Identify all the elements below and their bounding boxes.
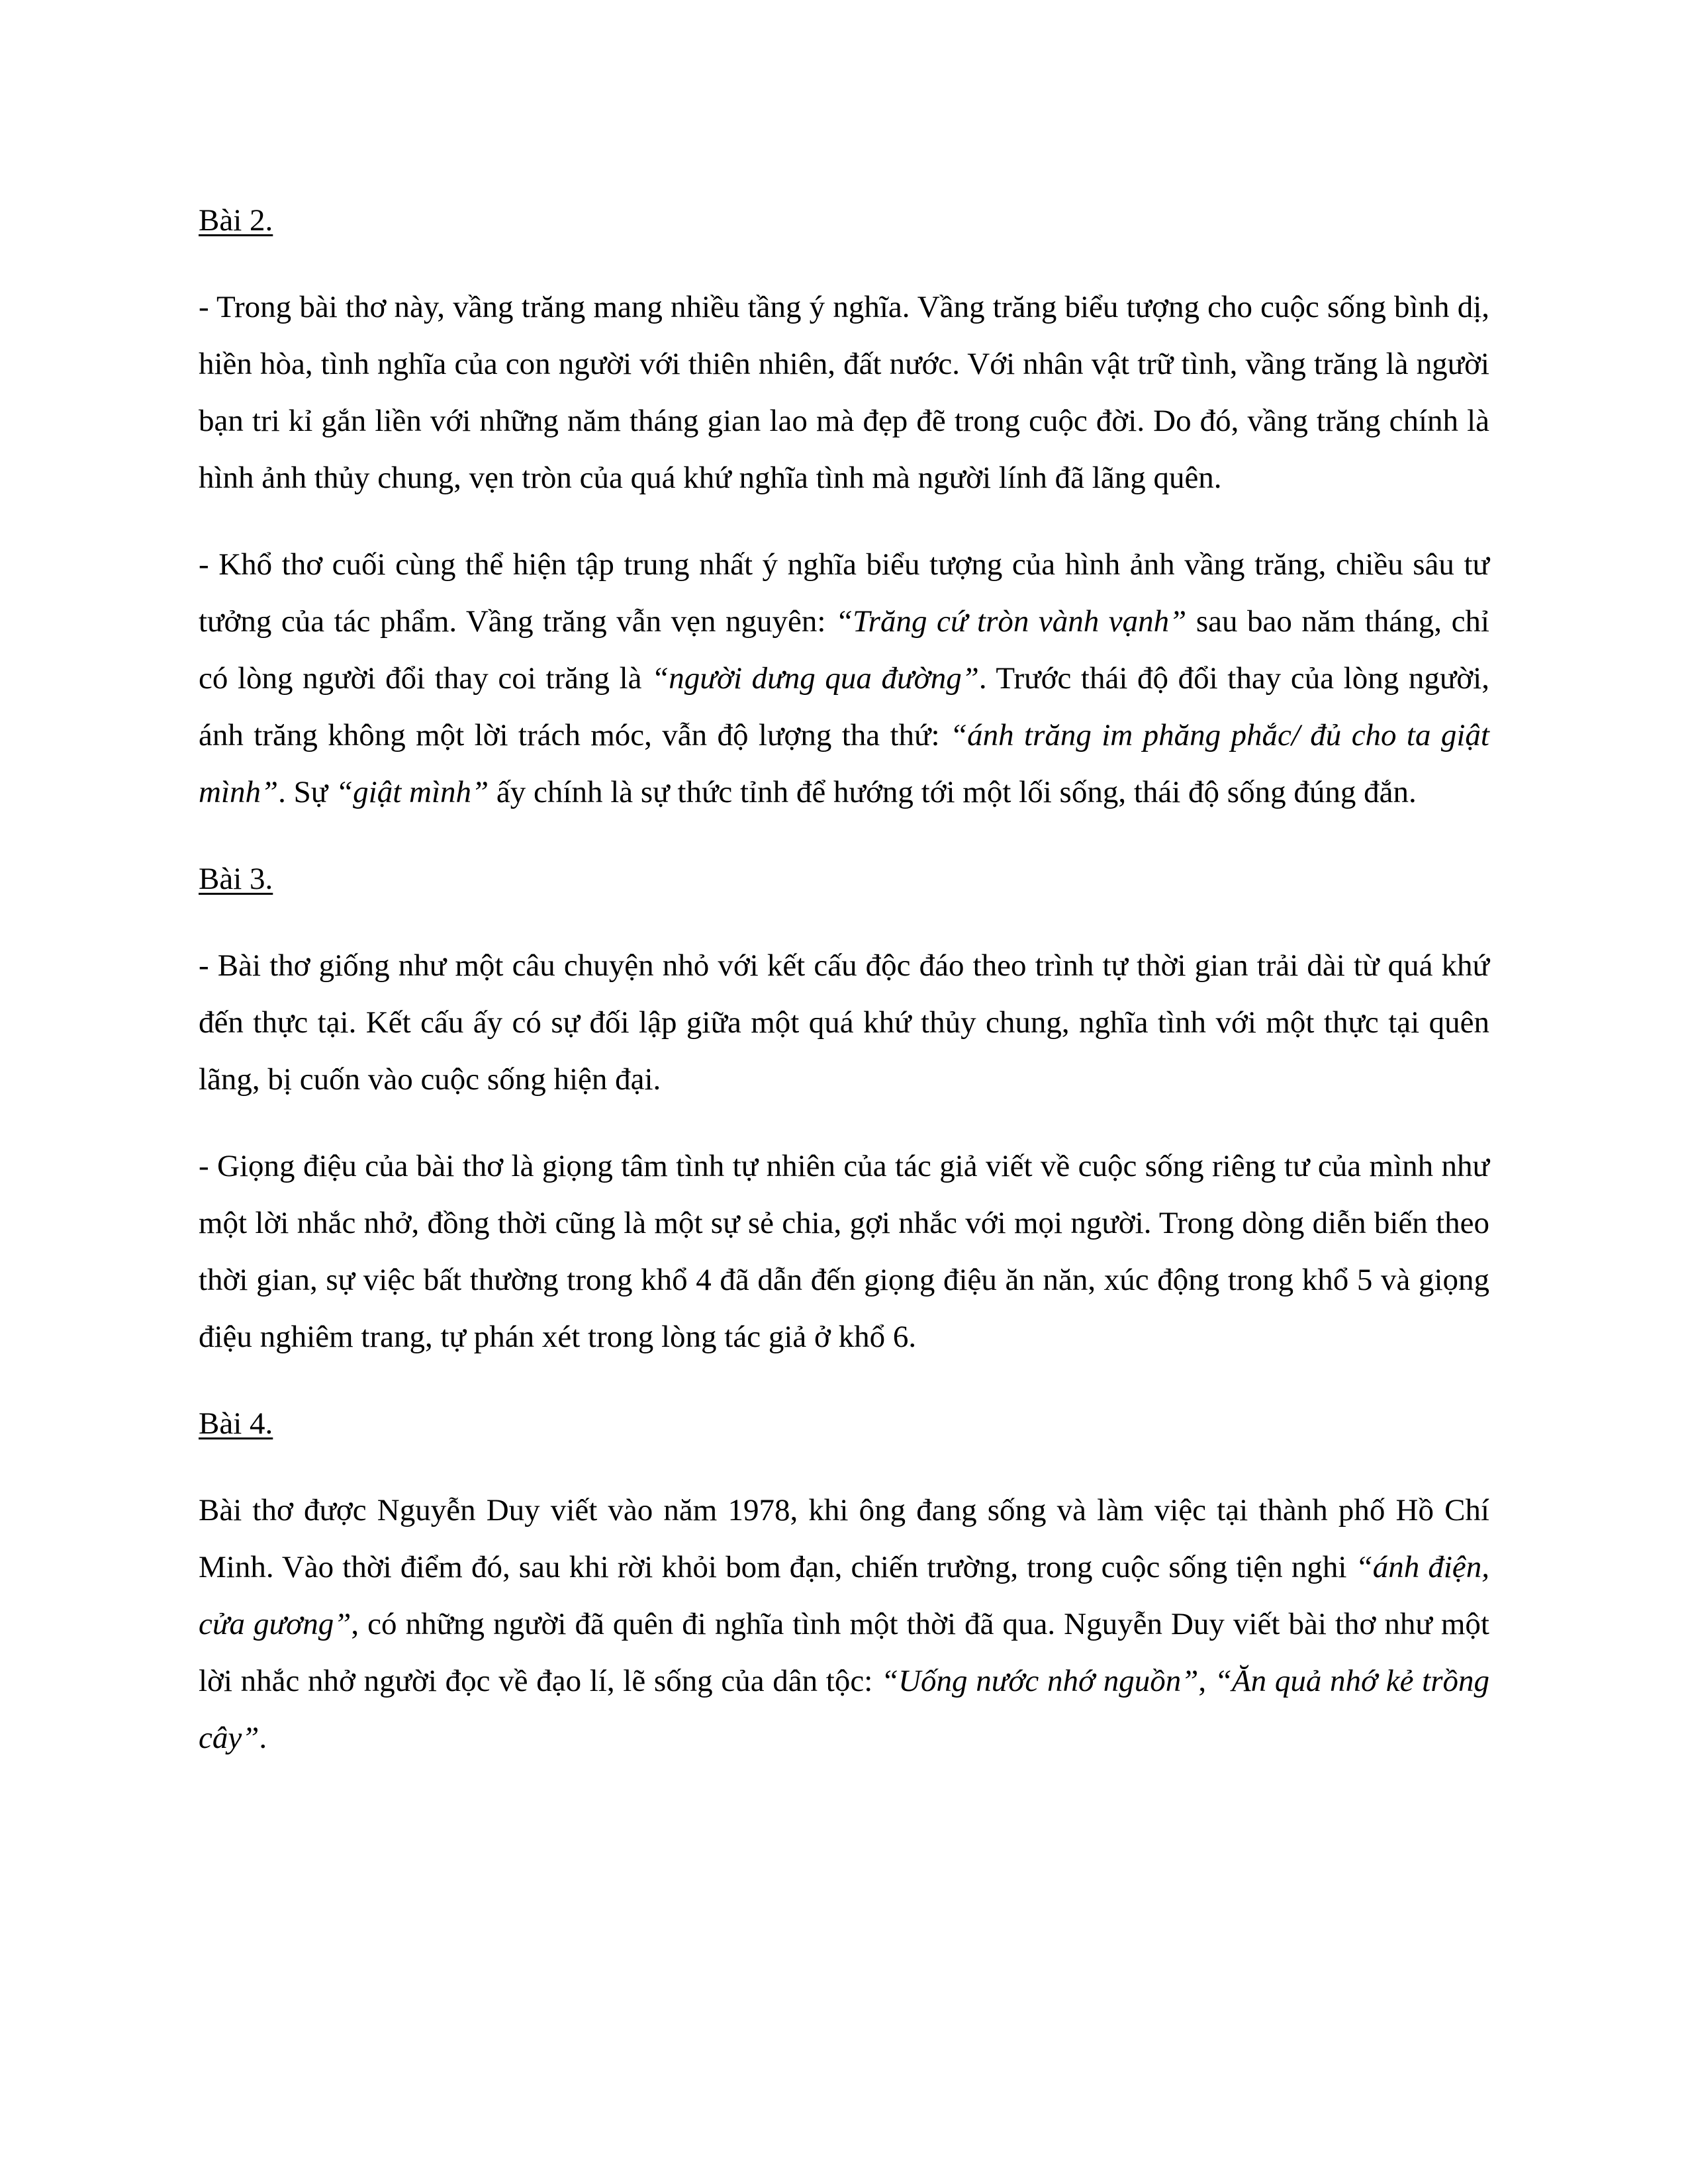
paragraph-text: Bài thơ được Nguyễn Duy viết vào năm 1978, khi ông đang sống và làm việc tại thành phố Hồ Chí Minh. Vào thời điểm đó, sau khi rời khỏi bom đạn, chiến trường, trong cuộc sống tiện nghi [199, 1493, 1489, 1584]
quote-text: “Trăng cứ tròn vành vạnh” [835, 604, 1187, 639]
quote-text: “ánh trăng im phăng phắc/ đủ cho ta giật mình” [199, 718, 1489, 809]
section-heading: Bài 4. [199, 1406, 273, 1441]
quote-text: “Uống nước nhớ nguồn” [880, 1664, 1199, 1698]
section-bai-3 [199, 850, 1489, 1365]
paragraph-text: - Bài thơ giống như một câu chuyện nhỏ với kết cấu độc đáo theo trình tự thời gian trải dài từ quá khứ đến thực tại. Kết cấu ấy có sự đối lập giữa một quá khứ thủy chung, nghĩa tình với một thực tại quên lãng, bị cuốn vào cuộc sống hiện đại. [199, 948, 1489, 1097]
document-page [199, 192, 1489, 1796]
paragraph [199, 279, 1489, 506]
paragraph-text: , có những người đã quên đi nghĩa tình một thời đã qua. Nguyễn Duy viết bài thơ như một lời nhắc nhở người đọc về đạo lí, lẽ sống của dân tộc: [199, 1607, 1489, 1698]
paragraph [199, 1138, 1489, 1365]
paragraph-text: - Trong bài thơ này, vầng trăng mang nhiều tầng ý nghĩa. Vầng trăng biểu tượng cho cuộc sống bình dị, hiền hòa, tình nghĩa của con người với thiên nhiên, đất nước. Với nhân vật trữ tình, vầng trăng là người bạn tri kỉ gắn liền với những năm tháng gian lao mà đẹp đẽ trong cuộc đời. Do đó, vầng trăng chính là hình ảnh thủy chung, vẹn tròn của quá khứ nghĩa tình mà người lính đã lãng quên. [199, 290, 1489, 495]
quote-text: “Ăn quả nhớ kẻ trồng cây” [199, 1664, 1490, 1755]
paragraph [199, 1482, 1489, 1766]
section-bai-4 [199, 1395, 1489, 1766]
paragraph-text: . Trước thái độ đổi thay của lòng người, ánh trăng không một lời trách móc, vẫn độ lượng tha thứ: [199, 661, 1489, 752]
quote-text: “giật mình” [336, 775, 489, 809]
quote-text: “ánh điện, cửa gương” [199, 1550, 1489, 1641]
paragraph-text: ấy chính là sự thức tỉnh để hướng tới một lối sống, thái độ sống đúng đắn. [489, 775, 1417, 809]
section-heading: Bài 3. [199, 862, 273, 896]
paragraph-text: . Sự [278, 775, 336, 809]
paragraph [199, 536, 1489, 821]
section-bai-2 [199, 192, 1489, 821]
paragraph-text: sau bao năm tháng, chỉ có lòng người đổi thay coi trăng là [199, 604, 1489, 696]
paragraph-text: , [1198, 1664, 1215, 1698]
quote-text: “người dưng qua đường” [651, 661, 979, 696]
paragraph-text: - Giọng điệu của bài thơ là giọng tâm tình tự nhiên của tác giả viết về cuộc sống riêng tư của mình như một lời nhắc nhở, đồng thời cũng là một sự sẻ chia, gợi nhắc với mọi người. Trong dòng diễn biến theo thời gian, sự việc bất thường trong khổ 4 đã dẫn đến giọng điệu ăn năn, xúc động trong khổ 5 và giọng điệu nghiêm trang, tự phán xét trong lòng tác giả ở khổ 6. [199, 1149, 1489, 1354]
paragraph-text: - Khổ thơ cuối cùng thể hiện tập trung nhất ý nghĩa biểu tượng của hình ảnh vầng trăng, chiều sâu tư tưởng của tác phẩm. Vầng trăng vẫn vẹn nguyên: [199, 547, 1489, 639]
paragraph [199, 937, 1489, 1108]
section-heading: Bài 2. [199, 203, 273, 238]
paragraph-text: . [259, 1721, 267, 1755]
